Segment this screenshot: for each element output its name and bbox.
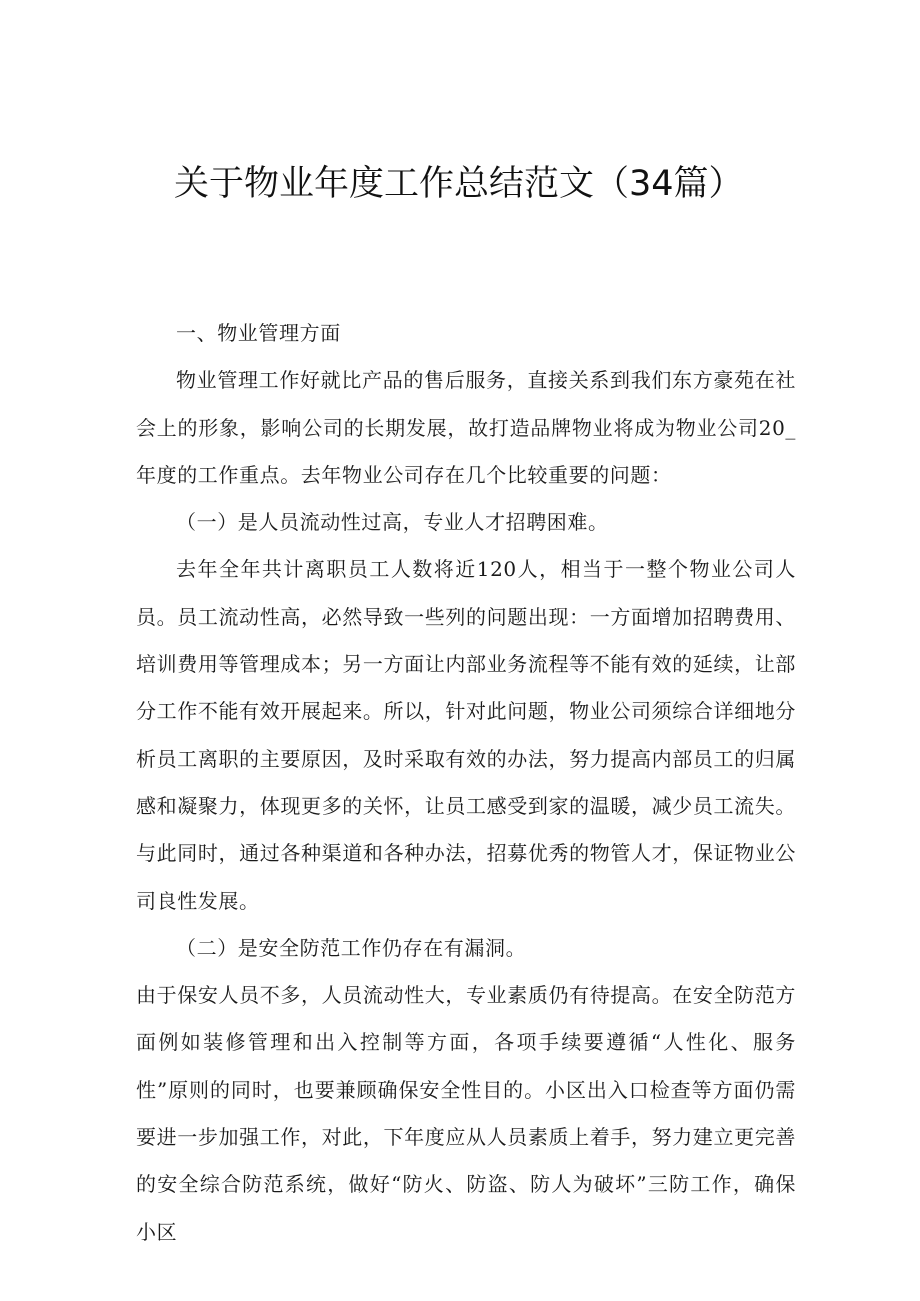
document-body	[136, 310, 796, 1256]
document-title: 关于物业年度工作总结范文（34篇）	[174, 164, 744, 204]
sub-heading: （二）是安全防范工作仍存在有漏洞。	[176, 935, 527, 960]
paragraph: 去年全年共计离职员工人数将近120人，相当于一整个物业公司人员。员工流动性高，必然导致一些列的问题出现：一方面增加招聘费用、培训费用等管理成本；另一方面让内部业务流程等不能有效的延续，让部分工作不能有效开展起来。所以，针对此问题，物业公司须综合详细地分析员工离职的主要原因，及时采取有效的办法，努力提高内部员工的归属感和凝聚力，体现更多的关怀，让员工感受到家的温暖，减少员工流失。与此同时，通过各种渠道和各种办法，招募优秀的物管人才，保证物业公司良性发展。	[136, 557, 796, 913]
section-heading: 一、物业管理方面	[176, 321, 341, 345]
paragraph: 物业管理工作好就比产品的售后服务，直接关系到我们东方豪苑在社会上的形象，影响公司的长期发展，故打造品牌物业将成为物业公司20_年度的工作重点。去年物业公司存在几个比较重要的问题：	[136, 368, 796, 487]
sub-heading: （一）是人员流动性过高，专业人才招聘困难。	[176, 510, 609, 535]
paragraph: 由于保安人员不多，人员流动性大，专业素质仍有待提高。在安全防范方面例如装修管理和出入控制等方面，各项手续要遵循“人性化、服务性”原则的同时，也要兼顾确保安全性目的。小区出入口检查等方面仍需要进一步加强工作，对此，下年度应从人员素质上着手，努力建立更完善的安全综合防范系统，做好“防火、防盗、防人为破坏”三防工作，确保小区	[136, 983, 796, 1244]
